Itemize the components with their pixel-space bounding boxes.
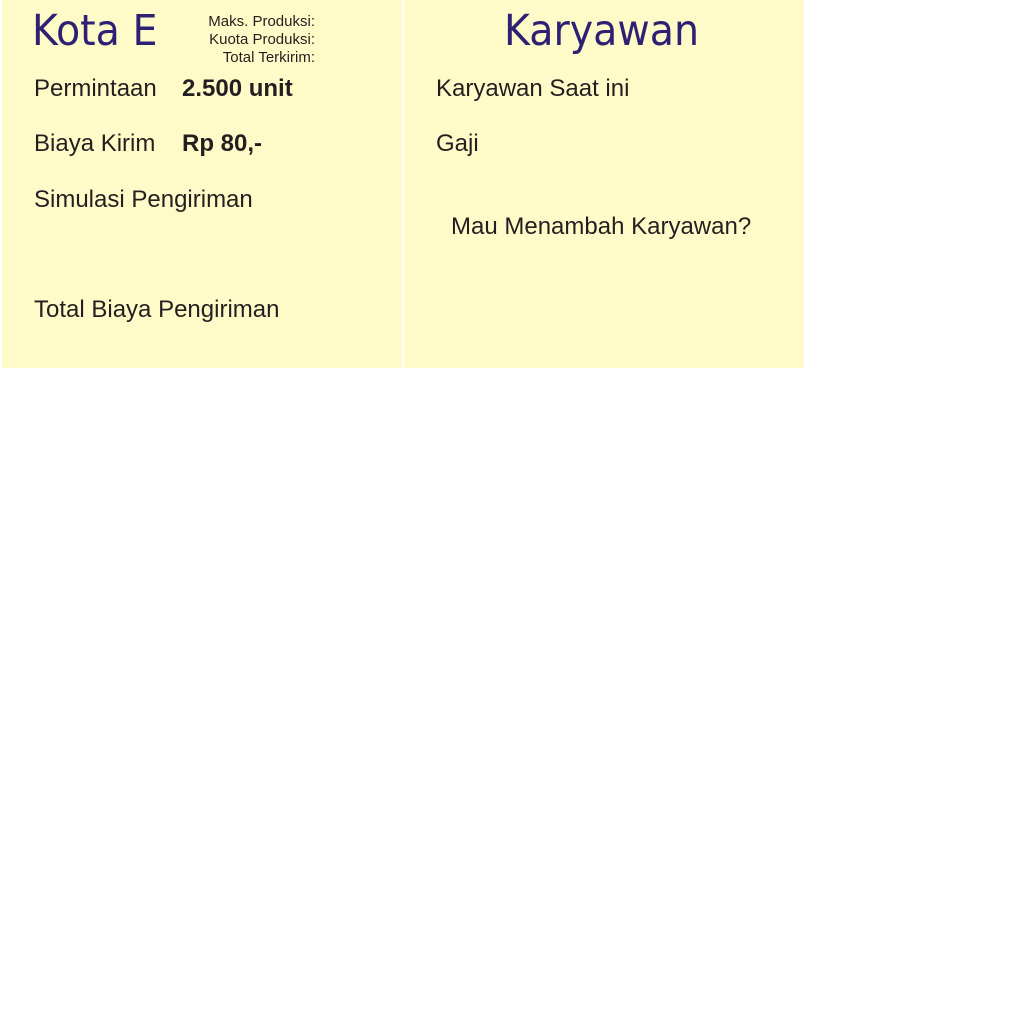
- add-employee-prompt: Mau Menambah Karyawan?: [451, 213, 752, 240]
- shipping-cost-value: Rp 80,-: [182, 130, 263, 157]
- employee-panel: [404, 0, 804, 368]
- current-employees-label: Karyawan Saat ini: [436, 75, 630, 102]
- city-title: Kota E: [32, 6, 158, 56]
- production-quota-label: Kuota Produksi:: [209, 31, 315, 48]
- salary-label: Gaji: [436, 130, 479, 157]
- employee-title: Karyawan: [504, 6, 700, 56]
- shipping-cost-label: Biaya Kirim: [34, 130, 156, 157]
- total-shipped-label: Total Terkirim:: [222, 49, 315, 66]
- max-production-label: Maks. Produksi:: [208, 13, 315, 30]
- shipping-simulation-label: Simulasi Pengiriman: [34, 186, 253, 213]
- demand-label: Permintaan: [34, 75, 157, 102]
- demand-value: 2.500 unit: [182, 75, 293, 102]
- total-shipping-cost-label: Total Biaya Pengiriman: [34, 296, 280, 323]
- production-stats: [152, 13, 315, 67]
- city-panel: [2, 0, 402, 368]
